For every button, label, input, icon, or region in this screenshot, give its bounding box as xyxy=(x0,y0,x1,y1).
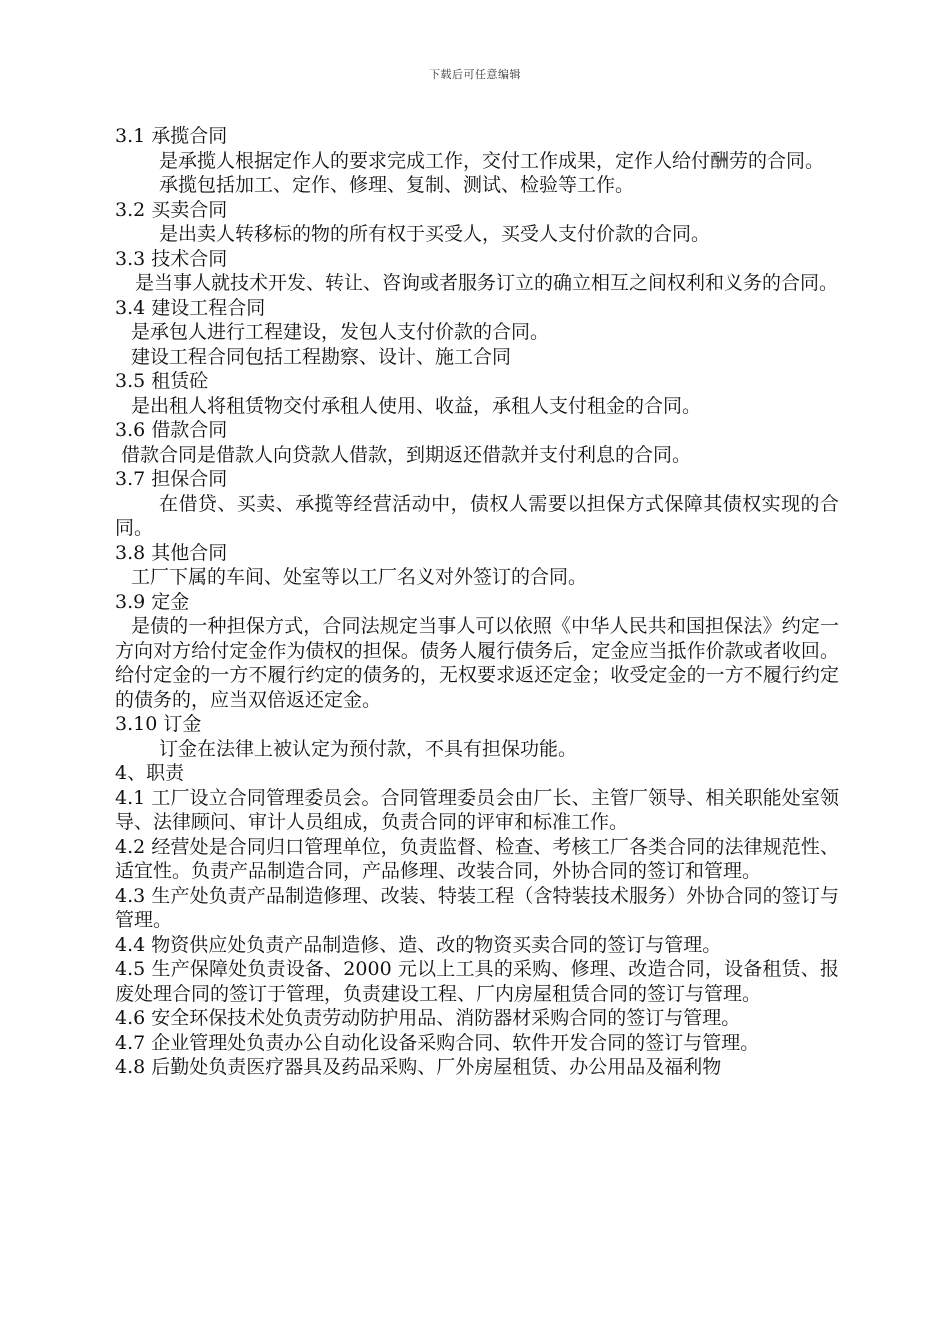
paragraph-3-7-definition: 在借贷、买卖、承揽等经营活动中，债权人需要以担保方式保障其债权实现的合同。 xyxy=(115,492,839,539)
section-heading-3-3: 3.3 技术合同 xyxy=(115,247,228,270)
paragraph-4-2: 4.2 经营处是合同归口管理单位，负责监督、检查、考核工厂各类合同的法律规范性、适宜性。负责产品制造合同，产品修理、改装合同，外协合同的签订和管理。 xyxy=(115,835,839,882)
section-heading-3-1: 3.1 承揽合同 xyxy=(115,125,228,147)
paragraph-3-3-definition: 是当事人就技术开发、转让、咨询或者服务订立的确立相互之间权利和义务的合同。 xyxy=(135,272,839,294)
paragraph-3-6-definition: 借款合同是借款人向贷款人借款，到期返还借款并支付利息的合同。 xyxy=(121,443,692,466)
page-header: 下载后可任意编辑 xyxy=(429,68,521,81)
paragraph-3-4-scope: 建设工程合同包括工程勘察、设计、施工合同 xyxy=(131,345,512,368)
paragraph-3-10-definition: 订金在法律上被认定为预付款，不具有担保功能。 xyxy=(159,737,578,760)
section-heading-3-4: 3.4 建设工程合同 xyxy=(115,296,266,319)
paragraph-4-5: 4.5 生产保障处负责设备、2000 元以上工具的采购、修理、改造合同，设备租赁、报废处理合同的签订于管理，负责建设工程、厂内房屋租赁合同的签订与管理。 xyxy=(115,958,839,1005)
paragraph-4-6: 4.6 安全环保技术处负责劳动防护用品、消防器材采购合同的签订与管理。 xyxy=(115,1007,741,1029)
paragraph-4-7: 4.7 企业管理处负责办公自动化设备采购合同、软件开发合同的签订与管理。 xyxy=(115,1031,760,1054)
section-heading-3-9: 3.9 定金 xyxy=(115,590,190,613)
document-body xyxy=(115,124,839,1080)
paragraph-3-5-definition: 是出租人将租赁物交付承租人使用、收益，承租人支付租金的合同。 xyxy=(131,394,702,417)
paragraph-3-1-definition: 是承揽人根据定作人的要求完成工作，交付工作成果，定作人给付酬劳的合同。 xyxy=(159,149,825,172)
paragraph-4-1: 4.1 工厂设立合同管理委员会。合同管理委员会由厂长、主管厂领导、相关职能处室领导、法律顾问、审计人员组成，负责合同的评审和标准工作。 xyxy=(115,786,839,833)
paragraph-3-9-definition: 是债的一种担保方式，合同法规定当事人可以依照《中华人民共和国担保法》约定一方向对方给付定金作为债权的担保。债务人履行债务后，定金应当抵作价款或者收回。给付定金的一方不履行约定的债务的，无权要求返还定金；收受定金的一方不履行约定的债务的，应当双倍返还定金。 xyxy=(115,615,839,711)
section-heading-3-10: 3.10 订金 xyxy=(115,713,202,735)
section-heading-3-6: 3.6 借款合同 xyxy=(115,419,228,441)
paragraph-3-8-definition: 工厂下属的车间、处室等以工厂名义对外签订的合同。 xyxy=(131,566,588,588)
section-heading-4: 4、职责 xyxy=(115,762,185,784)
paragraph-3-1-scope: 承揽包括加工、定作、修理、复制、测试、检验等工作。 xyxy=(159,174,635,196)
section-heading-3-2: 3.2 买卖合同 xyxy=(115,198,228,221)
paragraph-3-2-definition: 是出卖人转移标的物的所有权于买受人，买受人支付价款的合同。 xyxy=(159,223,711,245)
section-heading-3-5: 3.5 租赁砼 xyxy=(115,370,209,392)
paragraph-4-8: 4.8 后勤处负责医疗器具及药品采购、厂外房屋租赁、办公用品及福利物 xyxy=(115,1056,722,1078)
paragraph-4-4: 4.4 物资供应处负责产品制造修、造、改的物资买卖合同的签订与管理。 xyxy=(115,933,722,956)
paragraph-3-4-definition: 是承包人进行工程建设，发包人支付价款的合同。 xyxy=(131,321,550,343)
section-heading-3-8: 3.8 其他合同 xyxy=(115,541,228,564)
paragraph-4-3: 4.3 生产处负责产品制造修理、改装、特装工程（含特装技术服务）外协合同的签订与管理。 xyxy=(115,884,839,931)
section-heading-3-7: 3.7 担保合同 xyxy=(115,468,228,490)
